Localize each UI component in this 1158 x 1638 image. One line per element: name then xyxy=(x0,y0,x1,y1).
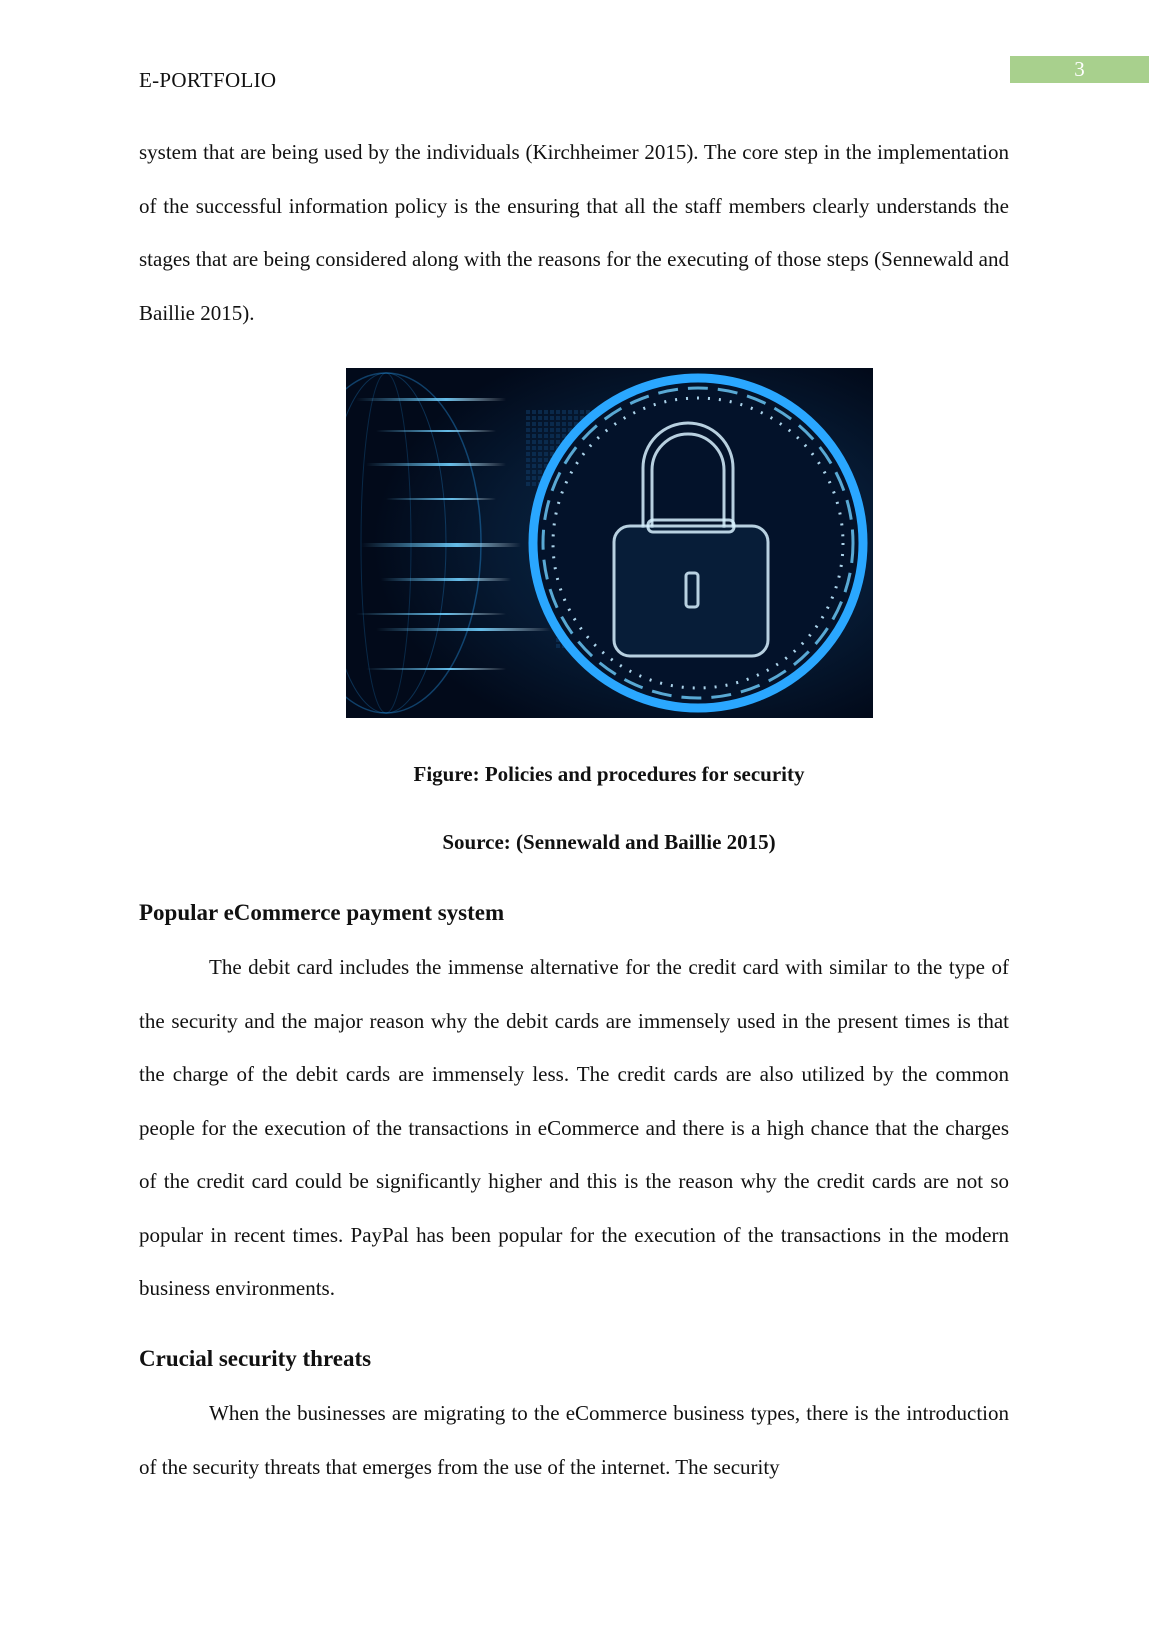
section-heading-payment: Popular eCommerce payment system xyxy=(139,900,505,925)
section-heading-threats: Crucial security threats xyxy=(139,1346,372,1371)
body-paragraph-payment: The debit card includes the immense alternative for the credit card with similar to the type of the security and the major reason why the debit cards are immensely used in the present times is that the charge of the debit cards are immensely less. The credit cards are also utilized by the common people for the execution of the transactions in eCommerce and there is a high chance that the charges of the credit card could be significantly higher and this is the reason why the credit cards are not so popular in recent times. PayPal has been popular for the execution of the transactions in the modern business environments. xyxy=(139,955,1009,1300)
running-header: E-PORTFOLIO xyxy=(139,68,277,92)
security-padlock-image xyxy=(346,368,873,718)
body-paragraph-threats: When the businesses are migrating to the eCommerce business types, there is the introduction of the security threats that emerges from the use of the internet. The security xyxy=(139,1401,1009,1479)
figure-caption: Figure: Policies and procedures for security xyxy=(413,762,805,786)
page-number: 3 xyxy=(1010,56,1149,83)
figure-source: Source: (Sennewald and Baillie 2015) xyxy=(442,830,776,854)
body-paragraph-1: system that are being used by the individuals (Kirchheimer 2015). The core step in the implementation of the successful information policy is the ensuring that all the staff members clearly understands the stages that are being considered along with the reasons for the executing of those steps (Sennewald and Baillie 2015). xyxy=(139,140,1009,325)
